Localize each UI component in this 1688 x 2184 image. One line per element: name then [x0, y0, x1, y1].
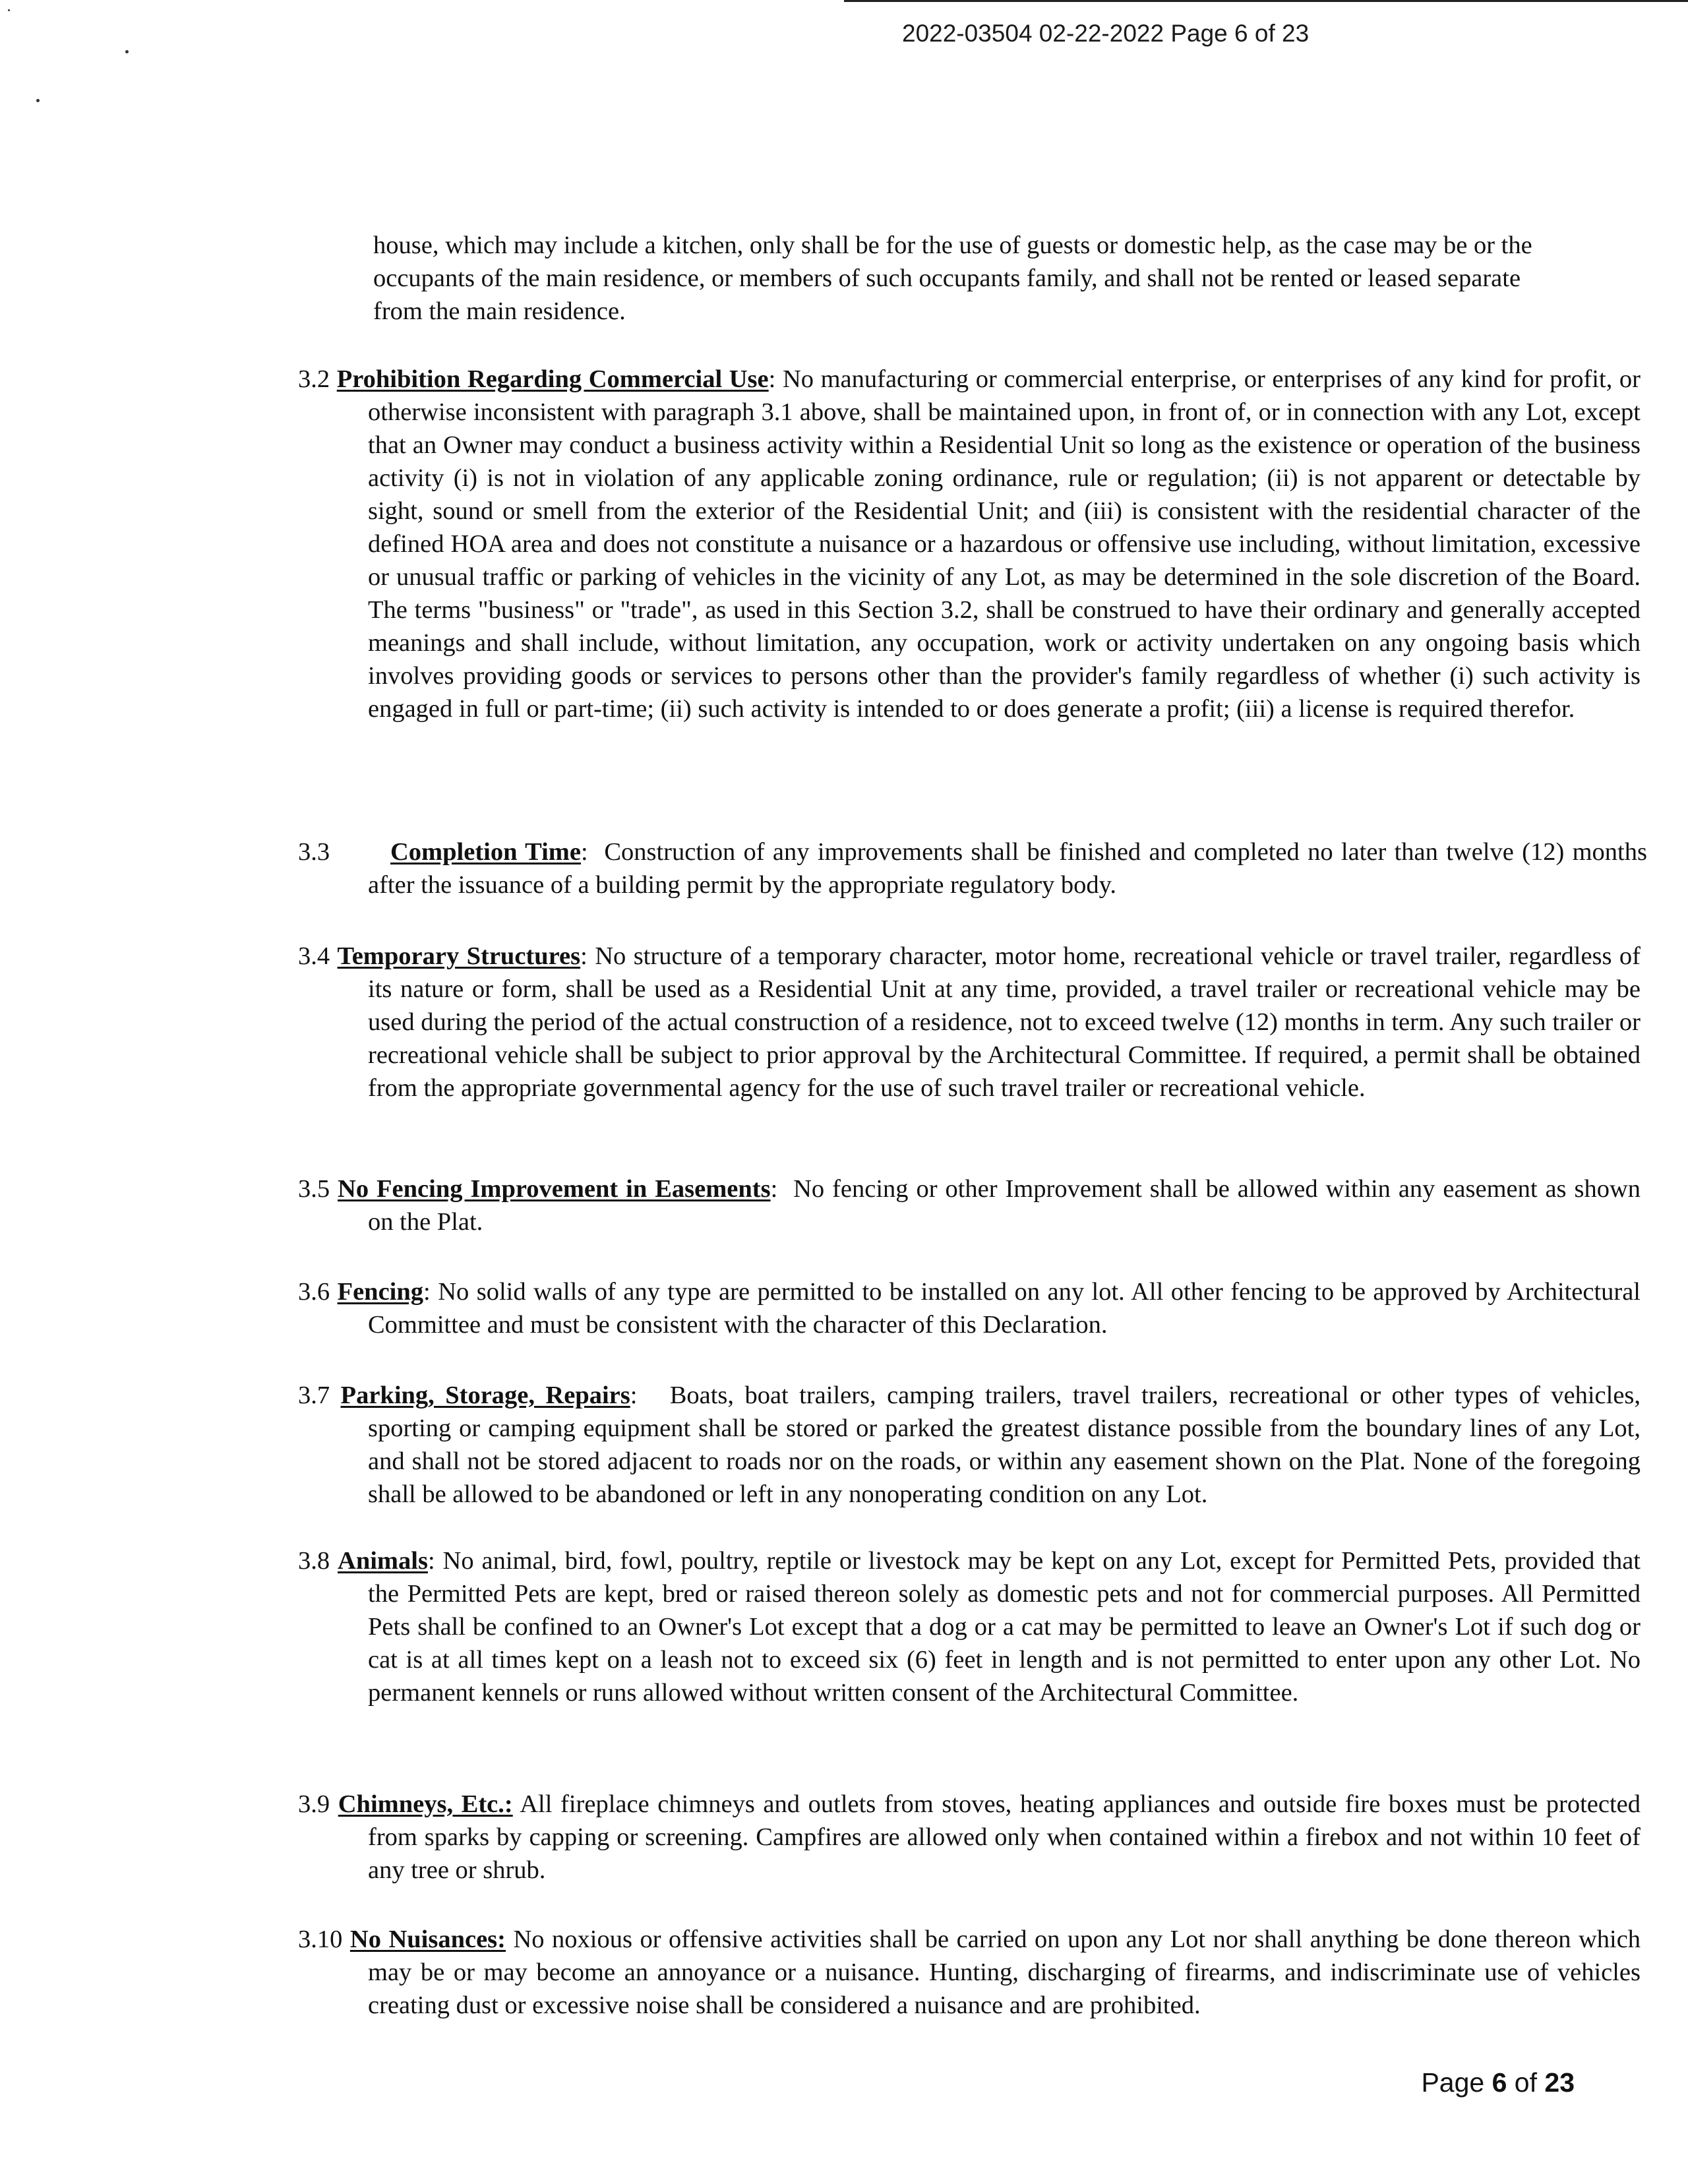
section-heading: Parking, Storage, Repairs [340, 1381, 630, 1409]
section-number: 3.5 [298, 1174, 330, 1203]
section-number: 3.7 [298, 1381, 330, 1409]
section-text: All fireplace chimneys and outlets from stoves, heating appliances and outside fire boxes must be protected from sparks by capping or screening. Campfires are allowed only when contained within a firebox and not within 10 feet of any tree or shrub. [368, 1790, 1641, 1884]
footer-middle: of [1507, 2067, 1545, 2098]
section-number: 3.8 [298, 1546, 330, 1575]
section-text: Boats, boat trailers, camping trailers, travel trailers, recreational or other types of vehicles, sporting or camping equipment shall be stored or parked the greatest distance possible from the boundary lines of any Lot, and shall not be stored adjacent to roads nor on the roads, or within any easement shown on the Plat. None of the foregoing shall be allowed to be abandoned or left in any nonoperating condition on any Lot. [368, 1381, 1641, 1508]
section-text: No noxious or offensive activities shall be carried on upon any Lot nor shall anything be done thereon which may be or may become an annoyance or a nuisance. Hunting, discharging of firearms, and indiscriminate use of vehicles creating dust or excessive noise shall be considered a nuisance and are prohibited. [368, 1925, 1641, 2019]
section-heading: Temporary Structures [337, 942, 581, 970]
section-3-8: 3.8 Animals: No animal, bird, fowl, poultry, reptile or livestock may be kept on any Lot, except for Permitted Pets, provided that the Permitted Pets are kept, bred or raised thereon solely as domestic pets and not for commercial purposes. All Permitted Pets shall be confined to an Owner's Lot except that a dog or a cat may be permitted to leave an Owner's Lot if such dog or cat is at all times kept on a leash not to exceed six (6) feet in length and is not permitted to enter upon any other Lot. No permanent kennels or runs allowed without written consent of the Architectural Committee. [298, 1546, 1641, 1707]
section-text: No fencing or other Improvement shall be allowed within any easement as shown on the Plat. [368, 1174, 1641, 1236]
section-number: 3.4 [298, 942, 330, 970]
section-3-2: 3.2 Prohibition Regarding Commercial Use: No manufacturing or commercial enterprise, or enterprises of any kind for profit, or otherwise inconsistent with paragraph 3.1 above, shall be maintained upon, in front of, or in connection with any Lot, except that an Owner may conduct a business activity within a Residential Unit so long as the existence or operation of the business activity (i) is not in violation of any applicable zoning ordinance, rule or regulation; (ii) is not apparent or detectable by sight, sound or smell from the exterior of the Residential Unit; and (iii) is consistent with the residential character of the defined HOA area and does not constitute a nuisance or a hazardous or offensive use including, without limitation, excessive or unusual traffic or parking of vehicles in the vicinity of any Lot, as may be determined in the sole discretion of the Board. The terms "business" or "trade", as used in this Section 3.2, shall be construed to have their ordinary and generally accepted meanings and shall include, without limitation, any occupation, work or activity undertaken on any ongoing basis which involves providing goods or services to persons other than the provider's family regardless of whether (i) such activity is engaged in full or part-time; (ii) such activity is intended to or does generate a profit; (iii) a license is required therefor. [298, 365, 1641, 723]
section-text: Construction of any improvements shall be finished and completed no later than twelve (12) months after the issuance of a building permit by the appropriate regulatory body. [368, 837, 1647, 899]
section-text: No animal, bird, fowl, poultry, reptile or livestock may be kept on any Lot, except for Permitted Pets, provided that the Permitted Pets are kept, bred or raised thereon solely as domestic pets and not for commercial purposes. All Permitted Pets shall be confined to an Owner's Lot except that a dog or a cat may be permitted to leave an Owner's Lot if such dog or cat is at all times kept on a leash not to exceed six (6) feet in length and is not permitted to enter upon any other Lot. No permanent kennels or runs allowed without written consent of the Architectural Committee. [368, 1546, 1641, 1707]
section-number: 3.2 [298, 365, 330, 393]
section-3-7: 3.7 Parking, Storage, Repairs: Boats, boat trailers, camping trailers, travel trailers, recreational or other types of vehicles, sporting or camping equipment shall be stored or parked the greatest distance possible from the boundary lines of any Lot, and shall not be stored adjacent to roads nor on the roads, or within any easement shown on the Plat. None of the foregoing shall be allowed to be abandoned or left in any nonoperating condition on any Lot. [298, 1381, 1641, 1508]
section-text: No manufacturing or commercial enterprise, or enterprises of any kind for profit, or otherwise inconsistent with paragraph 3.1 above, shall be maintained upon, in front of, or in connection with any Lot, except that an Owner may conduct a business activity within a Residential Unit so long as the existence or operation of the business activity (i) is not in violation of any applicable zoning ordinance, rule or regulation; (ii) is not apparent or detectable by sight, sound or smell from the exterior of the Residential Unit; and (iii) is consistent with the residential character of the defined HOA area and does not constitute a nuisance or a hazardous or offensive use including, without limitation, excessive or unusual traffic or parking of vehicles in the vicinity of any Lot, as may be determined in the sole discretion of the Board. The terms "business" or "trade", as used in this Section 3.2, shall be construed to have their ordinary and generally accepted meanings and shall include, without limitation, any occupation, work or activity undertaken on any ongoing basis which involves providing goods or services to persons other than the provider's family regardless of whether (i) such activity is engaged in full or part-time; (ii) such activity is intended to or does generate a profit; (iii) a license is required therefor. [368, 365, 1641, 723]
section-3-4: 3.4 Temporary Structures: No structure of a temporary character, motor home, recreational vehicle or travel trailer, regardless of its nature or form, shall be used as a Residential Unit at any time, provided, a travel trailer or recreational vehicle may be used during the period of the actual construction of a residence, not to exceed twelve (12) months in term. Any such trailer or recreational vehicle shall be subject to prior approval by the Architectural Committee. If required, a permit shall be obtained from the appropriate governmental agency for the use of such travel trailer or recreational vehicle. [298, 942, 1641, 1102]
section-number: 3.6 [298, 1277, 330, 1306]
section-number: 3.3 [298, 837, 330, 866]
scan-artifact-dot [125, 50, 129, 53]
section-3-6: 3.6 Fencing: No solid walls of any type are permitted to be installed on any lot. All other fencing to be approved by Architectural Committee and must be consistent with the character of this Declaration. [298, 1277, 1641, 1339]
section-heading: Prohibition Regarding Commercial Use [336, 365, 769, 393]
scan-artifact-dot [8, 9, 10, 11]
section-3-3: 3.3 Completion Time: Construction of any improvements shall be finished and completed no later than twelve (12) months after the issuance of a building permit by the appropriate regulatory body. [298, 835, 1647, 901]
top-border-rule [844, 0, 1688, 2]
continued-paragraph: house, which may include a kitchen, only shall be for the use of guests or domestic help, as the case may be or the occupants of the main residence, or members of such occupants family, and shall not be rented or leased separate from the main residence. [373, 231, 1532, 325]
section-number: 3.9 [298, 1790, 330, 1818]
section-text: No structure of a temporary character, motor home, recreational vehicle or travel trailer, regardless of its nature or form, shall be used as a Residential Unit at any time, provided, a travel trailer or recreational vehicle may be used during the period of the actual construction of a residence, not to exceed twelve (12) months in term. Any such trailer or recreational vehicle shall be subject to prior approval by the Architectural Committee. If required, a permit shall be obtained from the appropriate governmental agency for the use of such travel trailer or recreational vehicle. [368, 942, 1641, 1102]
section-heading: Completion Time [390, 837, 581, 866]
section-heading: Fencing [337, 1277, 424, 1306]
recording-stamp: 2022-03504 02-22-2022 Page 6 of 23 [902, 20, 1310, 47]
page-number-footer [1421, 2067, 1575, 2098]
section-3-9 [298, 1788, 1641, 1887]
section-3-5: 3.5 No Fencing Improvement in Easements: No fencing or other Improvement shall be allowed within any easement as shown on the Plat. [298, 1174, 1641, 1236]
section-3-10 [298, 1923, 1641, 2022]
section-number: 3.10 [298, 1925, 343, 1953]
section-heading: Animals [338, 1546, 428, 1575]
scan-artifact-dot [36, 99, 40, 102]
section-heading: Chimneys, Etc.: [338, 1790, 513, 1818]
section-text: No solid walls of any type are permitted to be installed on any lot. All other fencing to be approved by Architectural Committee and must be consistent with the character of this Declaration. [368, 1277, 1641, 1339]
footer-current-page: 6 [1492, 2067, 1507, 2098]
section-heading: No Fencing Improvement in Easements [338, 1174, 771, 1203]
footer-total-pages: 23 [1544, 2067, 1575, 2098]
footer-prefix: Page [1421, 2067, 1492, 2098]
section-heading: No Nuisances: [349, 1925, 506, 1953]
